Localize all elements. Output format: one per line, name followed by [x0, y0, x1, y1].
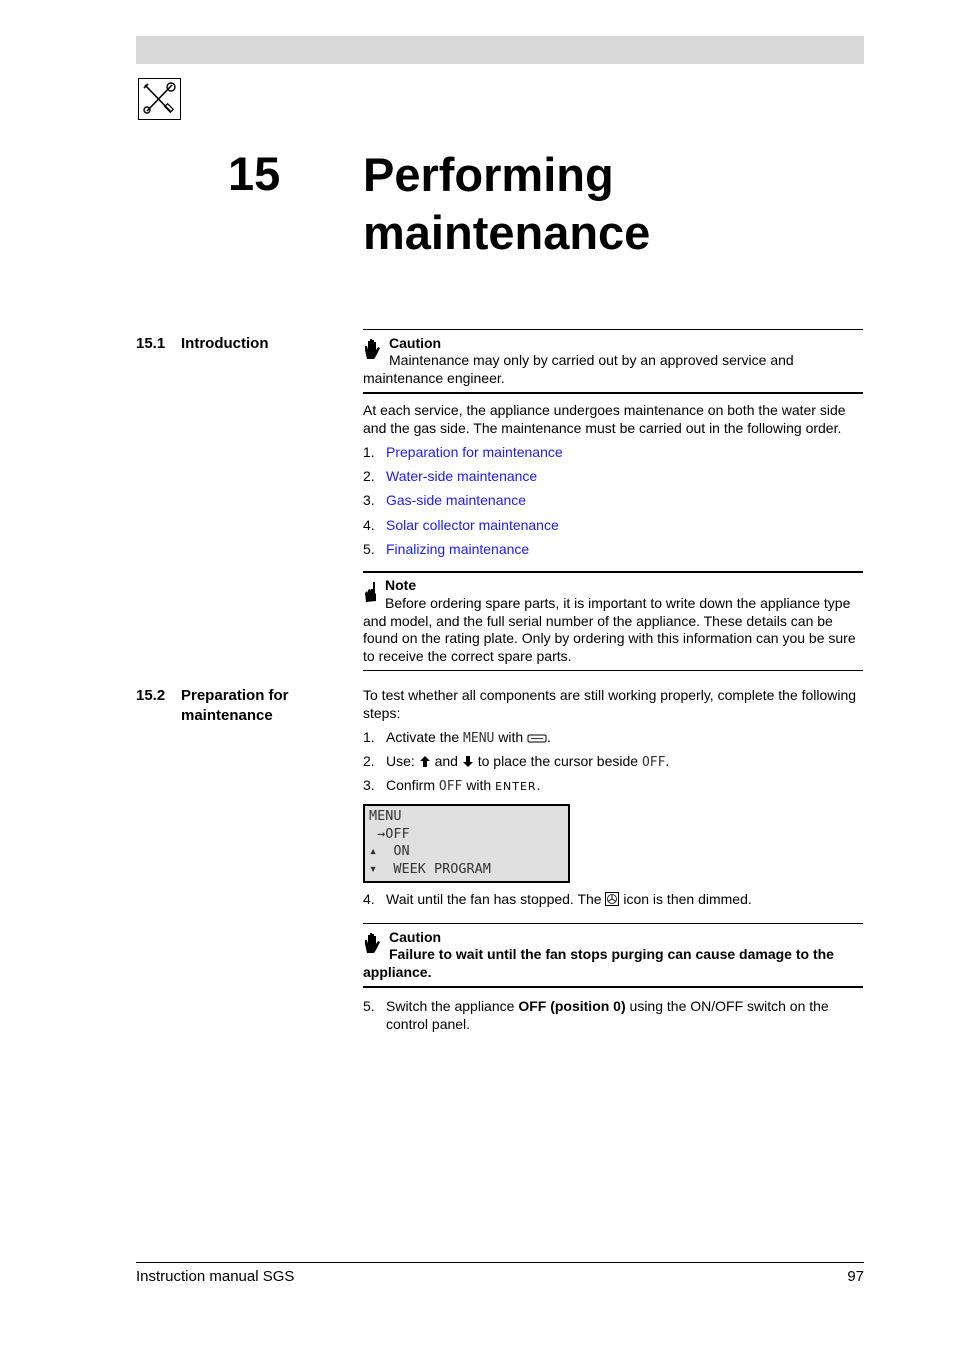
- link-solar-collector[interactable]: Solar collector maintenance: [386, 517, 559, 533]
- enter-key-label: ENTER: [495, 780, 537, 793]
- tools-icon: [138, 78, 181, 120]
- link-finalizing[interactable]: Finalizing maintenance: [386, 541, 530, 557]
- footer-rule: [136, 1262, 864, 1263]
- header-bar: [136, 36, 864, 64]
- note-label: Note: [385, 577, 417, 593]
- intro-paragraph: At each service, the appliance undergoes maintenance on both the water side and the gas side. The maintenance must be carried out in the following order.: [363, 402, 846, 436]
- caution-text: Failure to wait until the fan stops purging can cause damage to the appliance.: [363, 946, 834, 980]
- caution-text: Maintenance may only by carried out by an approved service and maintenance engineer.: [363, 352, 794, 386]
- link-preparation[interactable]: Preparation for maintenance: [386, 444, 563, 460]
- divider: [363, 986, 863, 988]
- menu-key-icon: [527, 732, 547, 744]
- footer-title: Instruction manual SGS: [136, 1268, 295, 1285]
- lcd-display: MENU →OFF ▴ ON ▾ WEEK PROGRAM: [363, 804, 570, 883]
- link-gas-side[interactable]: Gas-side maintenance: [386, 492, 527, 508]
- divider: [363, 329, 863, 330]
- divider: [363, 571, 863, 573]
- arrow-down-icon: [462, 755, 474, 768]
- note-text: Before ordering spare parts, it is important to write down the appliance type and model, and the full serial number of the appliance. These details can be found on the rating plate. Only by ordering with this information can you be sure to receive the correct spare parts.: [363, 595, 856, 664]
- caution-label: Caution: [389, 335, 442, 351]
- chapter-number: 15: [228, 147, 281, 200]
- steps-intro: To test whether all components are still working properly, complete the following steps:: [363, 687, 857, 721]
- divider: [363, 923, 863, 924]
- link-water-side[interactable]: Water-side maintenance: [386, 468, 538, 484]
- divider: [363, 392, 863, 394]
- arrow-up-icon: [419, 755, 431, 768]
- fan-icon: [605, 892, 619, 906]
- caution-label: Caution: [389, 929, 442, 945]
- divider: [363, 670, 863, 671]
- page-number: 97: [847, 1268, 864, 1285]
- chapter-title: Performing maintenance: [363, 148, 651, 259]
